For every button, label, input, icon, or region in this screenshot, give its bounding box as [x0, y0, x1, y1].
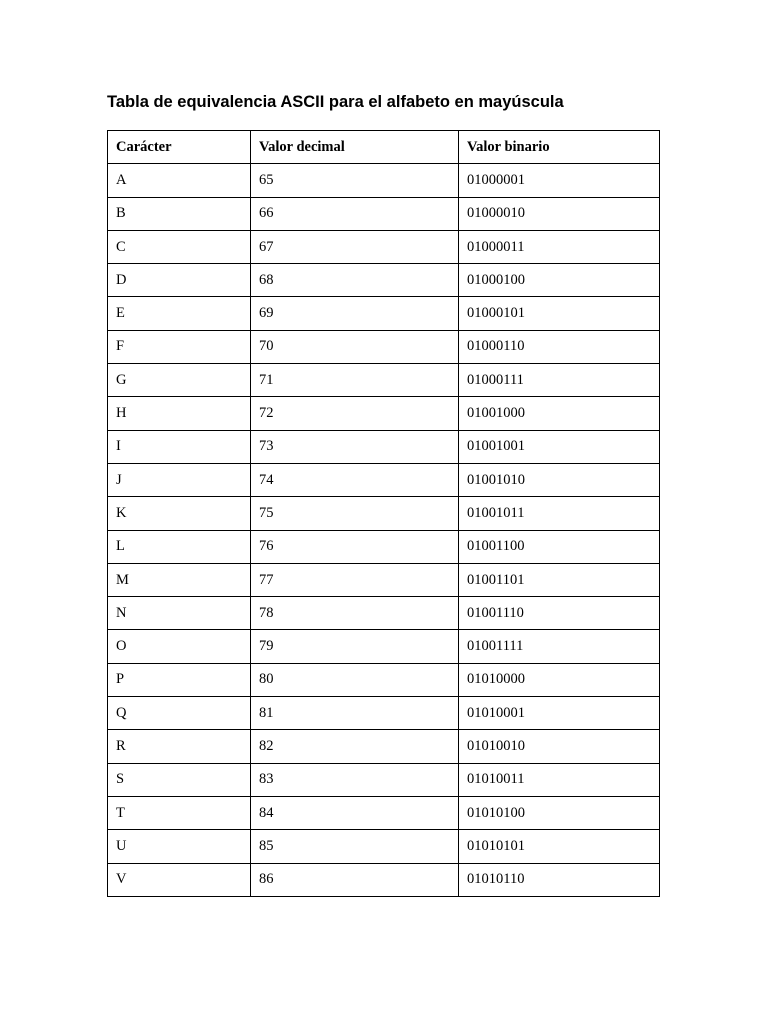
table-row: [108, 530, 660, 563]
cell-character: J: [108, 463, 251, 496]
cell-character: A: [108, 164, 251, 197]
cell-character: G: [108, 364, 251, 397]
table-row: [108, 597, 660, 630]
cell-decimal: 65: [251, 164, 459, 197]
table-row: [108, 164, 660, 197]
cell-binary: 01001100: [459, 530, 660, 563]
cell-binary: 01010101: [459, 830, 660, 863]
cell-binary: 01001000: [459, 397, 660, 430]
cell-binary: 01001101: [459, 563, 660, 596]
cell-character: L: [108, 530, 251, 563]
cell-character: Q: [108, 697, 251, 730]
column-header-binary: Valor binario: [459, 131, 660, 164]
cell-decimal: 81: [251, 697, 459, 730]
cell-binary: 01010110: [459, 863, 660, 896]
table-row: [108, 830, 660, 863]
table-header: [108, 131, 660, 164]
table-row: [108, 197, 660, 230]
cell-decimal: 77: [251, 563, 459, 596]
cell-character: U: [108, 830, 251, 863]
cell-decimal: 82: [251, 730, 459, 763]
cell-binary: 01010010: [459, 730, 660, 763]
table-row: [108, 630, 660, 663]
cell-binary: 01001011: [459, 497, 660, 530]
table-header-row: [108, 131, 660, 164]
table-row: [108, 463, 660, 496]
cell-binary: 01000001: [459, 164, 660, 197]
table-row: [108, 663, 660, 696]
cell-character: F: [108, 330, 251, 363]
cell-character: P: [108, 663, 251, 696]
cell-decimal: 71: [251, 364, 459, 397]
cell-decimal: 69: [251, 297, 459, 330]
table-row: [108, 863, 660, 896]
cell-binary: 01001010: [459, 463, 660, 496]
cell-decimal: 84: [251, 796, 459, 829]
table-row: [108, 397, 660, 430]
cell-character: E: [108, 297, 251, 330]
cell-binary: 01001111: [459, 630, 660, 663]
ascii-table: [107, 130, 660, 897]
cell-character: I: [108, 430, 251, 463]
table-row: [108, 264, 660, 297]
cell-decimal: 66: [251, 197, 459, 230]
cell-character: C: [108, 230, 251, 263]
cell-binary: 01000010: [459, 197, 660, 230]
cell-decimal: 86: [251, 863, 459, 896]
cell-binary: 01000101: [459, 297, 660, 330]
cell-character: M: [108, 563, 251, 596]
cell-decimal: 80: [251, 663, 459, 696]
cell-decimal: 78: [251, 597, 459, 630]
cell-decimal: 79: [251, 630, 459, 663]
cell-decimal: 75: [251, 497, 459, 530]
table-row: [108, 497, 660, 530]
cell-binary: 01001110: [459, 597, 660, 630]
table-row: [108, 230, 660, 263]
cell-decimal: 72: [251, 397, 459, 430]
cell-character: T: [108, 796, 251, 829]
cell-decimal: 83: [251, 763, 459, 796]
table-row: [108, 330, 660, 363]
table-body: [108, 164, 660, 897]
cell-binary: 01000111: [459, 364, 660, 397]
cell-character: K: [108, 497, 251, 530]
cell-binary: 01000011: [459, 230, 660, 263]
table-row: [108, 697, 660, 730]
table-row: [108, 796, 660, 829]
cell-binary: 01010001: [459, 697, 660, 730]
cell-decimal: 70: [251, 330, 459, 363]
cell-binary: 01010100: [459, 796, 660, 829]
cell-character: O: [108, 630, 251, 663]
cell-decimal: 76: [251, 530, 459, 563]
cell-binary: 01000110: [459, 330, 660, 363]
cell-decimal: 68: [251, 264, 459, 297]
cell-decimal: 67: [251, 230, 459, 263]
table-row: [108, 297, 660, 330]
cell-character: R: [108, 730, 251, 763]
cell-decimal: 85: [251, 830, 459, 863]
table-row: [108, 364, 660, 397]
table-row: [108, 730, 660, 763]
cell-binary: 01000100: [459, 264, 660, 297]
column-header-decimal: Valor decimal: [251, 131, 459, 164]
cell-character: D: [108, 264, 251, 297]
cell-character: N: [108, 597, 251, 630]
table-row: [108, 763, 660, 796]
cell-character: S: [108, 763, 251, 796]
cell-decimal: 73: [251, 430, 459, 463]
cell-binary: 01010000: [459, 663, 660, 696]
cell-decimal: 74: [251, 463, 459, 496]
column-header-character: Carácter: [108, 131, 251, 164]
document-title: Tabla de equivalencia ASCII para el alfabeto en mayúscula: [107, 93, 564, 111]
cell-binary: 01001001: [459, 430, 660, 463]
cell-character: V: [108, 863, 251, 896]
table-row: [108, 563, 660, 596]
table-row: [108, 430, 660, 463]
cell-character: H: [108, 397, 251, 430]
cell-binary: 01010011: [459, 763, 660, 796]
cell-character: B: [108, 197, 251, 230]
